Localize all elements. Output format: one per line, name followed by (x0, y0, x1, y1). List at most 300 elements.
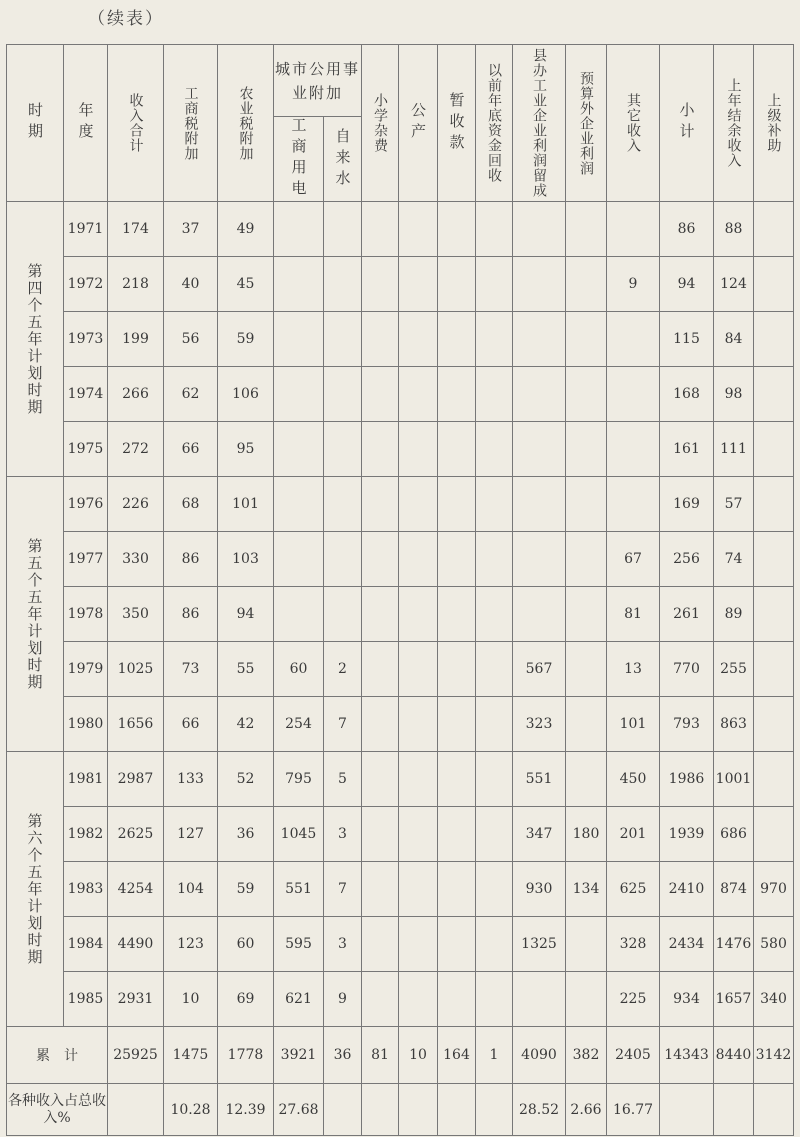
cumulative-label: 累 计 (7, 1027, 108, 1084)
cell: 68 (164, 477, 218, 532)
cell (438, 642, 476, 697)
cell (274, 257, 324, 312)
cell (438, 477, 476, 532)
period-cell (7, 477, 64, 752)
cell: 323 (513, 697, 566, 752)
cell (362, 807, 399, 862)
cell: 52 (218, 752, 274, 807)
cell: 621 (274, 972, 324, 1027)
cell: 10 (164, 972, 218, 1027)
cell: 2405 (607, 1027, 660, 1084)
year-cell: 1978 (64, 587, 108, 642)
cell: 111 (714, 422, 754, 477)
cell: 551 (274, 862, 324, 917)
cell (476, 422, 513, 477)
cell: 57 (714, 477, 754, 532)
cell (476, 312, 513, 367)
cell (476, 807, 513, 862)
cell (324, 532, 362, 587)
table-row (7, 972, 794, 1027)
table-row (7, 642, 794, 697)
cell (399, 202, 438, 257)
cell: 37 (164, 202, 218, 257)
year-cell: 1974 (64, 367, 108, 422)
cell: 42 (218, 697, 274, 752)
cell (438, 1084, 476, 1136)
cell: 101 (218, 477, 274, 532)
year-cell: 1984 (64, 917, 108, 972)
table-row (7, 422, 794, 477)
header-higher-level-subsidy: 上级补助 (754, 45, 794, 202)
cell (274, 367, 324, 422)
period-label: 第五个五年计划时期 (25, 537, 44, 691)
cell: 3142 (754, 1027, 794, 1084)
cell: 1325 (513, 917, 566, 972)
cell: 56 (164, 312, 218, 367)
header-urban-utility-surcharge: 城市公用事业附加 (274, 45, 362, 117)
cell (476, 917, 513, 972)
cell: 2.66 (566, 1084, 607, 1136)
table-row (7, 367, 794, 422)
period-label: 第四个五年计划时期 (25, 262, 44, 416)
cell (476, 202, 513, 257)
cell: 103 (218, 532, 274, 587)
cell: 551 (513, 752, 566, 807)
table-row (7, 697, 794, 752)
cell (476, 642, 513, 697)
table-row (7, 917, 794, 972)
year-cell: 1977 (64, 532, 108, 587)
cell (566, 477, 607, 532)
cell (399, 1084, 438, 1136)
cell (274, 477, 324, 532)
cell: 73 (164, 642, 218, 697)
cell (399, 642, 438, 697)
cell: 266 (108, 367, 164, 422)
cell (754, 807, 794, 862)
cell (362, 257, 399, 312)
cell: 60 (218, 917, 274, 972)
cell (108, 1084, 164, 1136)
cell (324, 422, 362, 477)
year-cell: 1979 (64, 642, 108, 697)
header-extra-budget-profit: 预算外企业利润 (566, 45, 607, 202)
period-cell (7, 202, 64, 477)
cell (754, 587, 794, 642)
cell (607, 367, 660, 422)
header-county-enterprise-profit: 县办工业企业利润留成 (513, 45, 566, 202)
cell: 69 (218, 972, 274, 1027)
cell: 625 (607, 862, 660, 917)
cell (324, 587, 362, 642)
cell: 5 (324, 752, 362, 807)
cell (754, 422, 794, 477)
cell (566, 367, 607, 422)
cell (754, 367, 794, 422)
cell (399, 697, 438, 752)
cell (476, 532, 513, 587)
cell (754, 1084, 794, 1136)
cell (399, 587, 438, 642)
cell (566, 697, 607, 752)
cell (513, 972, 566, 1027)
cell: 255 (714, 642, 754, 697)
year-cell: 1973 (64, 312, 108, 367)
cell: 2987 (108, 752, 164, 807)
cell: 88 (714, 202, 754, 257)
cell: 12.39 (218, 1084, 274, 1136)
cell: 59 (218, 862, 274, 917)
cell: 95 (218, 422, 274, 477)
cell (438, 202, 476, 257)
cell (607, 202, 660, 257)
header-industrial-electricity: 工商用电 (274, 117, 324, 202)
cell (274, 422, 324, 477)
header-total-income: 收入合计 (108, 45, 164, 202)
cell: 2434 (660, 917, 714, 972)
period-cell (7, 752, 64, 1027)
cell: 45 (218, 257, 274, 312)
table-row (7, 532, 794, 587)
cell: 60 (274, 642, 324, 697)
cell: 16.77 (607, 1084, 660, 1136)
cell (399, 422, 438, 477)
cell: 13 (607, 642, 660, 697)
cell (362, 917, 399, 972)
cell (513, 257, 566, 312)
cell (476, 1084, 513, 1136)
cell: 567 (513, 642, 566, 697)
cell (438, 972, 476, 1027)
header-year: 年度 (64, 45, 108, 202)
cell: 261 (660, 587, 714, 642)
cell: 164 (438, 1027, 476, 1084)
cell: 199 (108, 312, 164, 367)
cell: 36 (218, 807, 274, 862)
cell: 180 (566, 807, 607, 862)
cell (324, 257, 362, 312)
share-row (7, 1084, 794, 1136)
cell: 168 (660, 367, 714, 422)
cell: 4090 (513, 1027, 566, 1084)
cell (476, 257, 513, 312)
cell (399, 312, 438, 367)
cell: 3 (324, 807, 362, 862)
cell (362, 642, 399, 697)
cell: 2410 (660, 862, 714, 917)
cell (438, 697, 476, 752)
cell (438, 422, 476, 477)
year-cell: 1983 (64, 862, 108, 917)
cell (476, 367, 513, 422)
cell: 1778 (218, 1027, 274, 1084)
cell: 133 (164, 752, 218, 807)
cell (362, 587, 399, 642)
cell: 86 (164, 587, 218, 642)
cell (324, 202, 362, 257)
cell (438, 532, 476, 587)
cell: 27.68 (274, 1084, 324, 1136)
table-row (7, 807, 794, 862)
cell (754, 312, 794, 367)
cell: 4254 (108, 862, 164, 917)
cell: 101 (607, 697, 660, 752)
cell: 104 (164, 862, 218, 917)
cell (324, 367, 362, 422)
cell: 2931 (108, 972, 164, 1027)
cell: 169 (660, 477, 714, 532)
cell: 84 (714, 312, 754, 367)
cell (566, 532, 607, 587)
cell: 328 (607, 917, 660, 972)
cell: 1657 (714, 972, 754, 1027)
cell (513, 587, 566, 642)
cell (438, 312, 476, 367)
cell: 8440 (714, 1027, 754, 1084)
header-agri-tax-surcharge: 农业税附加 (218, 45, 274, 202)
cell (476, 972, 513, 1027)
cell (438, 862, 476, 917)
cell: 9 (607, 257, 660, 312)
cell (566, 642, 607, 697)
header-public-property: 公产 (399, 45, 438, 202)
cell (754, 257, 794, 312)
cell (438, 587, 476, 642)
continued-table-title: （续表） (88, 9, 164, 29)
cell (399, 257, 438, 312)
cell: 330 (108, 532, 164, 587)
cell (362, 312, 399, 367)
cell (476, 697, 513, 752)
table-row (7, 312, 794, 367)
cell (362, 422, 399, 477)
table-row (7, 752, 794, 807)
cell (513, 202, 566, 257)
table-row (7, 477, 794, 532)
cell (754, 532, 794, 587)
cell (362, 532, 399, 587)
cell: 59 (218, 312, 274, 367)
cell: 81 (362, 1027, 399, 1084)
cell (362, 202, 399, 257)
cell: 36 (324, 1027, 362, 1084)
cell: 123 (164, 917, 218, 972)
cell: 66 (164, 697, 218, 752)
cell (513, 422, 566, 477)
share-label: 各种收入占总收入% (7, 1084, 108, 1136)
cell (362, 477, 399, 532)
cell (513, 312, 566, 367)
header-period: 时期 (7, 45, 64, 202)
cell (607, 477, 660, 532)
income-table (6, 44, 794, 1136)
cell (754, 642, 794, 697)
cell: 4490 (108, 917, 164, 972)
cell: 94 (660, 257, 714, 312)
cell (566, 587, 607, 642)
cell (566, 752, 607, 807)
cell (438, 367, 476, 422)
cell: 28.52 (513, 1084, 566, 1136)
header-tap-water: 自来水 (324, 117, 362, 202)
cell (566, 202, 607, 257)
cell: 1045 (274, 807, 324, 862)
cell (324, 312, 362, 367)
cell: 1939 (660, 807, 714, 862)
cell (399, 917, 438, 972)
cell (274, 312, 324, 367)
cell: 81 (607, 587, 660, 642)
period-label: 第六个五年计划时期 (25, 812, 44, 966)
cell: 450 (607, 752, 660, 807)
cell (566, 917, 607, 972)
cell: 106 (218, 367, 274, 422)
cell: 134 (566, 862, 607, 917)
cell: 1986 (660, 752, 714, 807)
cell (476, 587, 513, 642)
cell: 62 (164, 367, 218, 422)
header-temporary-receipts: 暂收款 (438, 45, 476, 202)
year-cell: 1971 (64, 202, 108, 257)
cell: 40 (164, 257, 218, 312)
cell: 74 (714, 532, 754, 587)
cell: 25925 (108, 1027, 164, 1084)
cell: 340 (754, 972, 794, 1027)
cell: 580 (754, 917, 794, 972)
cell: 127 (164, 807, 218, 862)
cell: 98 (714, 367, 754, 422)
cell (362, 367, 399, 422)
cell (513, 367, 566, 422)
cell: 256 (660, 532, 714, 587)
cell (274, 587, 324, 642)
cell (476, 752, 513, 807)
year-cell: 1976 (64, 477, 108, 532)
cell: 66 (164, 422, 218, 477)
header-business-tax-surcharge: 工商税附加 (164, 45, 218, 202)
cell: 67 (607, 532, 660, 587)
year-cell: 1985 (64, 972, 108, 1027)
cell: 3921 (274, 1027, 324, 1084)
header-other-income: 其它收入 (607, 45, 660, 202)
cell (754, 477, 794, 532)
cell (438, 257, 476, 312)
cell (362, 752, 399, 807)
year-cell: 1981 (64, 752, 108, 807)
header-subtotal: 小计 (660, 45, 714, 202)
cell (399, 532, 438, 587)
cell: 595 (274, 917, 324, 972)
cell (399, 807, 438, 862)
table-row (7, 257, 794, 312)
cell (513, 477, 566, 532)
cell (362, 862, 399, 917)
cumulative-row (7, 1027, 794, 1084)
cell: 2 (324, 642, 362, 697)
cell: 49 (218, 202, 274, 257)
cell: 218 (108, 257, 164, 312)
cell: 347 (513, 807, 566, 862)
cell (399, 477, 438, 532)
cell (399, 972, 438, 1027)
cell (566, 257, 607, 312)
cell: 10.28 (164, 1084, 218, 1136)
cell: 1001 (714, 752, 754, 807)
cell: 124 (714, 257, 754, 312)
table-row (7, 862, 794, 917)
cell: 55 (218, 642, 274, 697)
cell (438, 917, 476, 972)
cell: 874 (714, 862, 754, 917)
cell: 161 (660, 422, 714, 477)
cell (399, 367, 438, 422)
cell (566, 422, 607, 477)
cell: 382 (566, 1027, 607, 1084)
cell (754, 752, 794, 807)
cell: 970 (754, 862, 794, 917)
cell (476, 862, 513, 917)
year-cell: 1980 (64, 697, 108, 752)
cell (754, 697, 794, 752)
cell: 9 (324, 972, 362, 1027)
cell: 934 (660, 972, 714, 1027)
cell (660, 1084, 714, 1136)
cell: 272 (108, 422, 164, 477)
cell (438, 752, 476, 807)
cell: 7 (324, 862, 362, 917)
cell: 10 (399, 1027, 438, 1084)
cell (476, 477, 513, 532)
cell: 1025 (108, 642, 164, 697)
cell (362, 972, 399, 1027)
header-recovered-prior-funds: 以前年底资金回收 (476, 45, 513, 202)
cell (714, 1084, 754, 1136)
cell (607, 312, 660, 367)
cell: 1476 (714, 917, 754, 972)
cell: 1656 (108, 697, 164, 752)
cell (362, 1084, 399, 1136)
cell: 930 (513, 862, 566, 917)
cell (362, 697, 399, 752)
cell: 686 (714, 807, 754, 862)
cell: 94 (218, 587, 274, 642)
cell (324, 477, 362, 532)
cell (324, 1084, 362, 1136)
cell: 86 (164, 532, 218, 587)
cell: 3 (324, 917, 362, 972)
cell: 770 (660, 642, 714, 697)
cell: 7 (324, 697, 362, 752)
cell: 254 (274, 697, 324, 752)
table-row (7, 202, 794, 257)
cell: 1 (476, 1027, 513, 1084)
year-cell: 1975 (64, 422, 108, 477)
cell: 1475 (164, 1027, 218, 1084)
cell: 795 (274, 752, 324, 807)
cell: 350 (108, 587, 164, 642)
cell (607, 422, 660, 477)
cell: 174 (108, 202, 164, 257)
header-primary-school-fees: 小学杂费 (362, 45, 399, 202)
cell (438, 807, 476, 862)
cell (274, 532, 324, 587)
cell: 225 (607, 972, 660, 1027)
cell (513, 532, 566, 587)
header-prior-year-surplus: 上年结余收入 (714, 45, 754, 202)
cell: 115 (660, 312, 714, 367)
cell: 863 (714, 697, 754, 752)
cell (399, 862, 438, 917)
